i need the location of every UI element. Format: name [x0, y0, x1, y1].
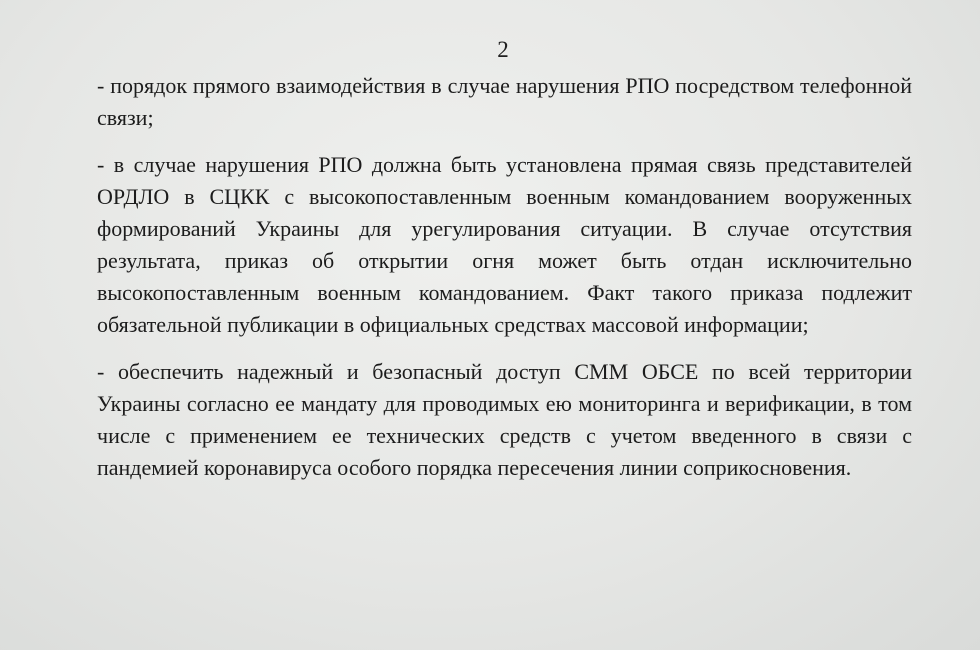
page-number: 2 — [497, 37, 509, 62]
paragraph-direct-communication: - в случае нарушения РПО должна быть установлена прямая связь представителей ОРДЛО в СЦКК с высокопоставленным военным командованием вооруженных формирований Украины для урегулирования ситуации. В случае отсутствия результата, приказ об открытии огня может быть отдан исключительно высокопоставленным военным командованием. Факт такого приказа подлежит обязательной публикации в официальных средствах массовой информации; — [97, 152, 912, 337]
paragraph-osce-access: - обеспечить надежный и безопасный доступ СММ ОБСЕ по всей территории Украины согласно ее мандату для проводимых ею мониторинга и верификации, в том числе с применением ее технических средств с учетом введенного в связи с пандемией коронавируса особого порядка пересечения линии соприкосновения. — [97, 359, 912, 480]
paragraph-direct-interaction: - порядок прямого взаимодействия в случае нарушения РПО посредством телефонной связи; — [97, 73, 912, 130]
document-body — [97, 70, 912, 484]
